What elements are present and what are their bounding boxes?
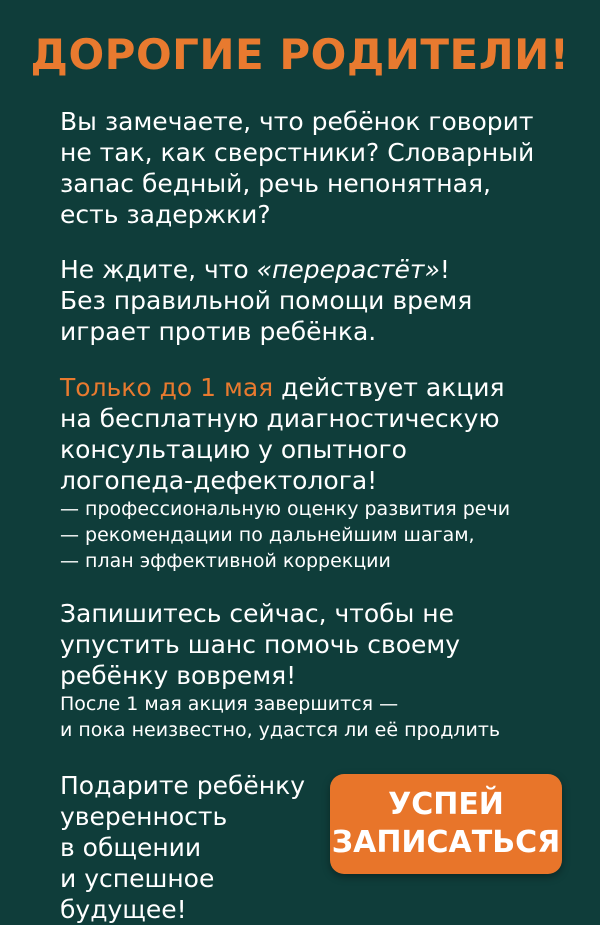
signup-line: Запишитесь сейчас, чтобы не xyxy=(60,599,454,628)
offer-line: консультацию у опытного xyxy=(60,435,407,464)
offer-bullet: — профессиональную оценку развития речи xyxy=(60,498,511,520)
warning-prefix: Не ждите, что xyxy=(60,255,257,284)
intro-line: Вы замечаете, что ребёнок говорит xyxy=(60,107,534,136)
page-title: ДОРОГИЕ РОДИТЕЛИ! xyxy=(30,30,570,79)
intro-line: не так, как сверстники? Словарный xyxy=(60,138,535,167)
intro-line: есть задержки? xyxy=(60,200,271,229)
warning-suffix: ! xyxy=(439,255,450,284)
offer-line-1 xyxy=(60,372,560,403)
offer-line: логопеда-дефектолога! xyxy=(60,466,378,495)
warning-quote: «перерастёт» xyxy=(256,255,440,284)
warning-line-3: играет против ребёнка. xyxy=(60,317,377,346)
closing-line: Подарите ребёнку xyxy=(60,771,305,800)
offer-deadline-highlight: Только до 1 мая xyxy=(60,373,274,402)
warning-line-1 xyxy=(60,254,560,285)
signup-button-label-2: ЗАПИСАТЬСЯ xyxy=(331,825,561,860)
closing-line: в общении xyxy=(60,833,202,862)
signup-paragraph xyxy=(60,598,560,743)
signup-line: ребёнку вовремя! xyxy=(60,661,297,690)
closing-line: уверенность xyxy=(60,802,228,831)
signup-button-label-1: УСПЕЙ xyxy=(388,787,504,822)
closing-paragraph xyxy=(60,770,330,925)
offer-bullet: — рекомендации по дальнейшим шагам, xyxy=(60,524,475,546)
offer-bullet: — план эффективной коррекции xyxy=(60,550,391,572)
warning-paragraph xyxy=(60,254,560,347)
offer-line: на бесплатную диагностическую xyxy=(60,404,500,433)
signup-note: После 1 мая акция завершится — xyxy=(60,693,399,715)
closing-line: и успешное будущее! xyxy=(60,864,215,924)
signup-line: упустить шанс помочь своему xyxy=(60,630,461,659)
signup-note: и пока неизвестно, удастся ли её продлить xyxy=(60,719,501,741)
warning-line-2: Без правильной помощи время xyxy=(60,286,473,315)
intro-line: запас бедный, речь непонятная, xyxy=(60,169,491,198)
offer-line-1-rest: действует акция xyxy=(273,373,505,402)
offer-paragraph xyxy=(60,372,560,574)
intro-paragraph xyxy=(60,106,560,230)
signup-button[interactable] xyxy=(330,774,562,874)
